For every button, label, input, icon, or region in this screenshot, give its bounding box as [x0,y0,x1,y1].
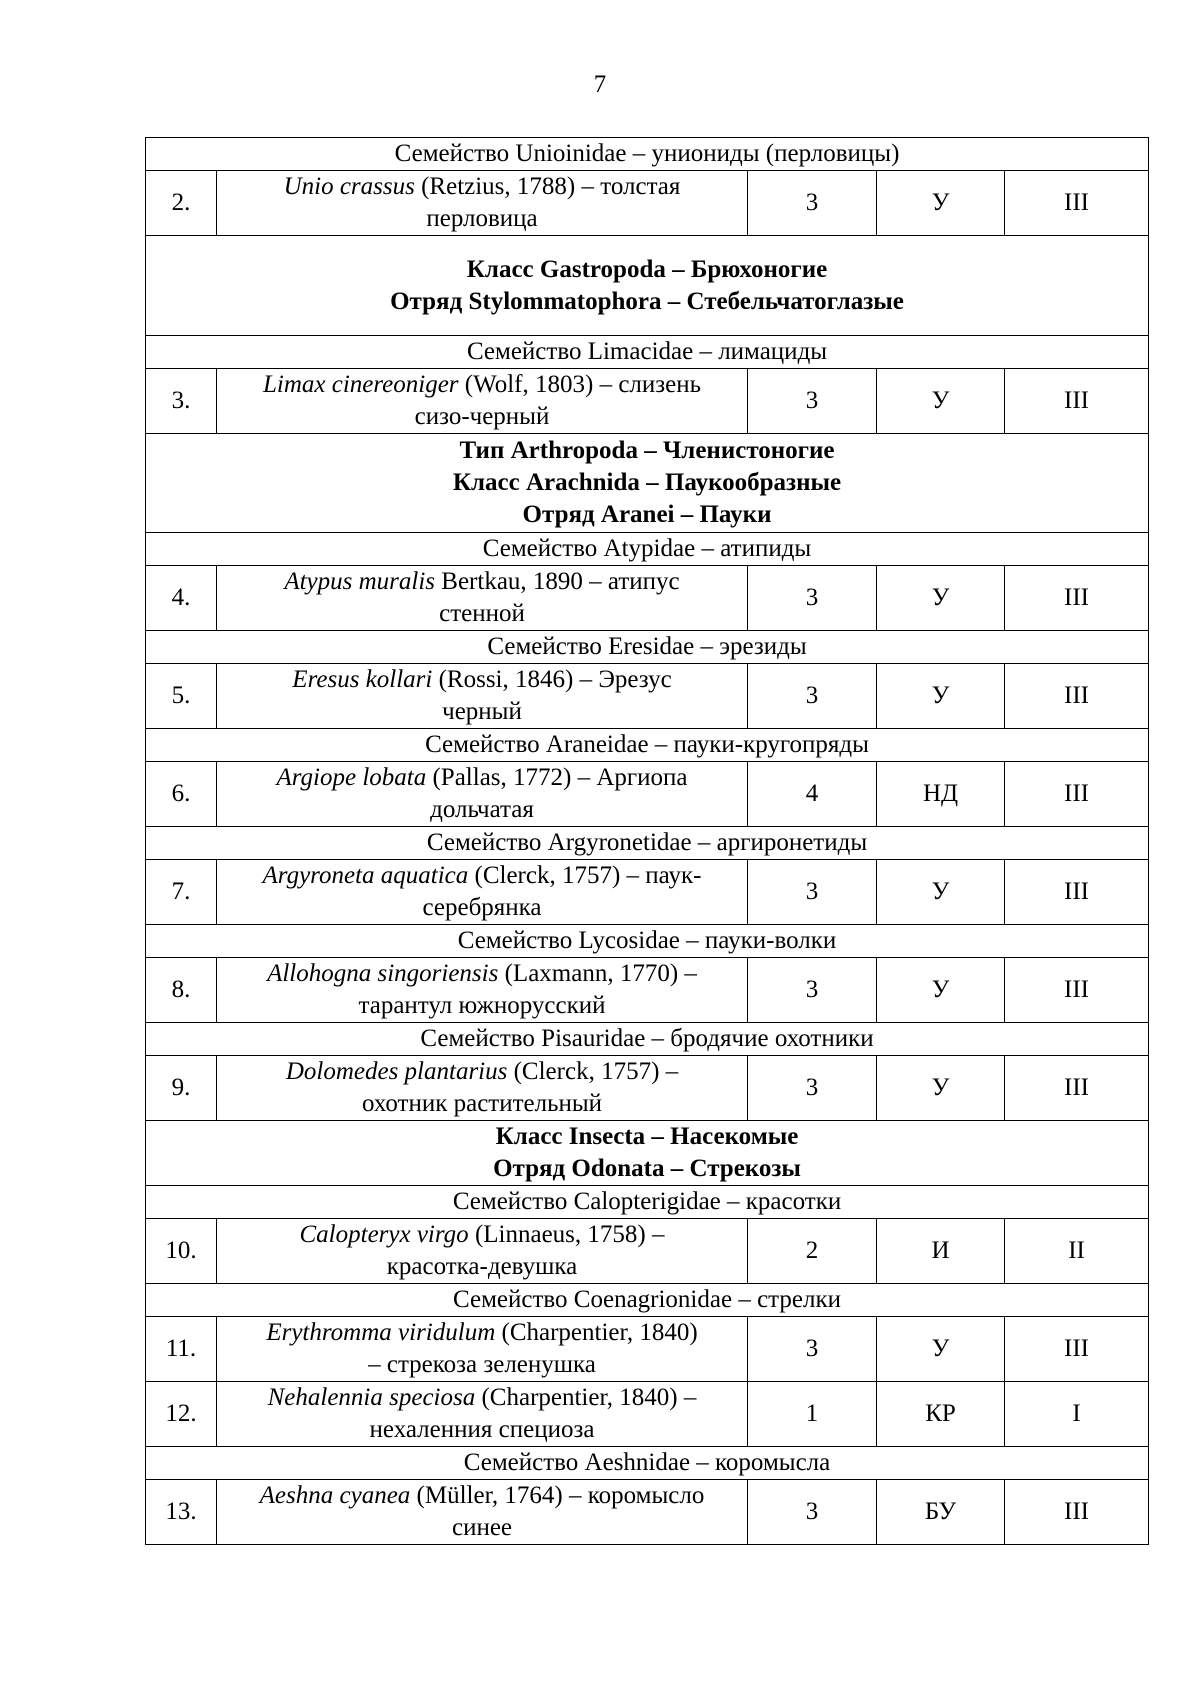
species-name-line2: дольчатая [430,796,534,823]
protection-cell: III [1005,171,1149,236]
species-row [146,369,1149,434]
author-and-common-name: Bertkau, 1890 – атипус [435,568,680,595]
species-name-line2: красотка-девушка [386,1253,578,1280]
family-row [146,925,1149,958]
species-name [217,958,748,1023]
latin-name: Erythromma viridulum [266,1319,496,1346]
taxon-header [146,1121,1149,1186]
species-name [217,1382,748,1447]
protection-cell: III [1005,860,1149,925]
species-name [217,1056,748,1121]
family-row [146,827,1149,860]
status-cell: КР [877,1382,1005,1447]
category-cell: 2 [748,1219,877,1284]
author-and-common-name: (Retzius, 1788) – толстая [414,173,681,200]
species-name [217,762,748,827]
family-title: Семейство Eresidae – эрезиды [146,631,1149,664]
species-name-line1 [221,1219,743,1251]
family-row [146,1186,1149,1219]
taxon-header-line: Класс Gastropoda – Брюхоногие [466,255,828,283]
family-title: Семейство Limacidae – лимациды [146,336,1149,369]
page-number: 7 [593,71,607,98]
category-cell: 3 [748,860,877,925]
family-title: Семейство Argyronetidae – аргиронетиды [146,827,1149,860]
row-number: 13. [146,1480,217,1545]
status-cell: У [877,369,1005,434]
family-title: Семейство Coenagrionidae – стрелки [146,1284,1149,1317]
family-row [146,631,1149,664]
protection-cell: III [1005,1056,1149,1121]
species-name-line2: сизо-черный [414,403,550,430]
latin-name: Atypus muralis [284,568,436,595]
author-and-common-name: (Rossi, 1846) – Эрезус [432,666,672,693]
latin-name: Aeshna cyanea [259,1482,411,1509]
protection-cell: III [1005,762,1149,827]
species-row [146,1317,1149,1382]
species-name-line1 [221,566,743,598]
row-number: 12. [146,1382,217,1447]
taxon-header-line: Класс Insecta – Насекомые [495,1123,799,1150]
row-number: 8. [146,958,217,1023]
species-row [146,171,1149,236]
species-name [217,1317,748,1382]
species-name-line1 [221,1056,743,1088]
author-and-common-name: (Pallas, 1772) – Аргиопа [426,764,688,791]
author-and-common-name: (Clerck, 1757) – паук- [468,862,702,889]
author-and-common-name: (Charpentier, 1840) – [475,1384,697,1411]
latin-name: Limax cinereoniger [262,371,459,398]
row-number: 10. [146,1219,217,1284]
family-row [146,138,1149,171]
family-row [146,533,1149,566]
taxon-header-row [146,1121,1149,1186]
taxon-header [146,434,1149,533]
taxon-header-row [146,236,1149,336]
species-name-line2: нехаленния специоза [369,1416,595,1443]
species-name [217,1480,748,1545]
row-number: 11. [146,1317,217,1382]
species-table-body [146,138,1149,1545]
species-name [217,860,748,925]
species-name [217,566,748,631]
author-and-common-name: (Linnaeus, 1758) – [468,1221,665,1248]
family-row [146,1023,1149,1056]
species-name [217,664,748,729]
category-cell: 3 [748,369,877,434]
species-row [146,1382,1149,1447]
species-name-line1 [221,369,743,401]
protection-cell: III [1005,566,1149,631]
species-name-line2: охотник растительный [361,1090,603,1117]
category-cell: 3 [748,958,877,1023]
latin-name: Unio crassus [283,173,415,200]
protection-cell: I [1005,1382,1149,1447]
row-number: 7. [146,860,217,925]
taxon-header [146,236,1149,336]
species-row [146,664,1149,729]
species-name-line1 [221,958,743,990]
author-and-common-name: (Laxmann, 1770) – [498,960,697,987]
species-row [146,762,1149,827]
species-name [217,171,748,236]
status-cell: У [877,860,1005,925]
latin-name: Calopteryx virgo [299,1221,469,1248]
status-cell: У [877,566,1005,631]
latin-name: Nehalennia speciosa [267,1384,476,1411]
taxon-header-line: Отряд Aranei – Пауки [522,501,772,528]
row-number: 4. [146,566,217,631]
row-number: 9. [146,1056,217,1121]
family-row [146,1447,1149,1480]
taxon-header-line: Отряд Odonata – Стрекозы [493,1155,801,1182]
status-cell: У [877,1056,1005,1121]
status-cell: БУ [877,1480,1005,1545]
species-name-line2: перловица [426,205,538,232]
row-number: 3. [146,369,217,434]
category-cell: 3 [748,1317,877,1382]
latin-name: Allohogna singoriensis [267,960,499,987]
family-row [146,1284,1149,1317]
protection-cell: III [1005,958,1149,1023]
family-row [146,336,1149,369]
family-title: Семейство Atypidae – атипиды [146,533,1149,566]
species-row [146,566,1149,631]
species-row [146,1219,1149,1284]
category-cell: 3 [748,171,877,236]
species-name-line2: – стрекоза зеленушка [368,1351,596,1378]
family-title: Семейство Lycosidae – пауки-волки [146,925,1149,958]
species-name-line1 [221,1382,743,1414]
family-title: Семейство Calopterigidae – красотки [146,1186,1149,1219]
species-name-line2: синее [451,1514,513,1541]
category-cell: 3 [748,664,877,729]
protection-cell: III [1005,369,1149,434]
species-row [146,1056,1149,1121]
status-cell: У [877,958,1005,1023]
category-cell: 1 [748,1382,877,1447]
status-cell: НД [877,762,1005,827]
status-cell: У [877,171,1005,236]
latin-name: Eresus kollari [292,666,433,693]
family-title: Семейство Unioinidae – униониды (перловицы) [146,138,1149,171]
status-cell: И [877,1219,1005,1284]
status-cell: У [877,1317,1005,1382]
row-number: 5. [146,664,217,729]
species-name-line1 [221,860,743,892]
family-title: Семейство Aeshnidae – коромысла [146,1447,1149,1480]
species-name-line1 [221,762,743,794]
species-name-line1 [221,1317,743,1349]
author-and-common-name: (Clerck, 1757) – [507,1058,679,1085]
category-cell: 3 [748,566,877,631]
author-and-common-name: (Müller, 1764) – коромысло [410,1482,705,1509]
species-name-line2: стенной [439,600,525,627]
protection-cell: III [1005,1480,1149,1545]
row-number: 2. [146,171,217,236]
species-name-line2: черный [442,698,522,725]
species-row [146,1480,1149,1545]
species-name-line2: серебрянка [422,894,542,921]
latin-name: Argiope lobata [276,764,427,791]
protection-cell: III [1005,664,1149,729]
species-name-line1 [221,171,743,203]
family-title: Семейство Araneidae – пауки-кругопряды [146,729,1149,762]
protection-cell: II [1005,1219,1149,1284]
family-row [146,729,1149,762]
species-name-line1 [221,664,743,696]
author-and-common-name: (Wolf, 1803) – слизень [458,371,702,398]
species-name [217,1219,748,1284]
category-cell: 4 [748,762,877,827]
taxon-header-line: Отряд Stylommatophora – Стебельчатоглазые [390,287,904,315]
protection-cell: III [1005,1317,1149,1382]
latin-name: Dolomedes plantarius [285,1058,508,1085]
species-name-line2: тарантул южнорусский [358,992,606,1019]
category-cell: 3 [748,1056,877,1121]
author-and-common-name: (Charpentier, 1840) [495,1319,698,1346]
latin-name: Argyroneta aquatica [262,862,469,889]
status-cell: У [877,664,1005,729]
taxon-header-line: Класс Arachnida – Паукообразные [452,469,842,496]
species-row [146,860,1149,925]
category-cell: 3 [748,1480,877,1545]
species-name-line1 [221,1480,743,1512]
species-row [146,958,1149,1023]
species-name [217,369,748,434]
taxon-header-row [146,434,1149,533]
row-number: 6. [146,762,217,827]
taxon-header-line: Тип Arthropoda – Членистоногие [459,437,835,464]
family-title: Семейство Pisauridae – бродячие охотники [146,1023,1149,1056]
species-table [145,137,1149,1545]
